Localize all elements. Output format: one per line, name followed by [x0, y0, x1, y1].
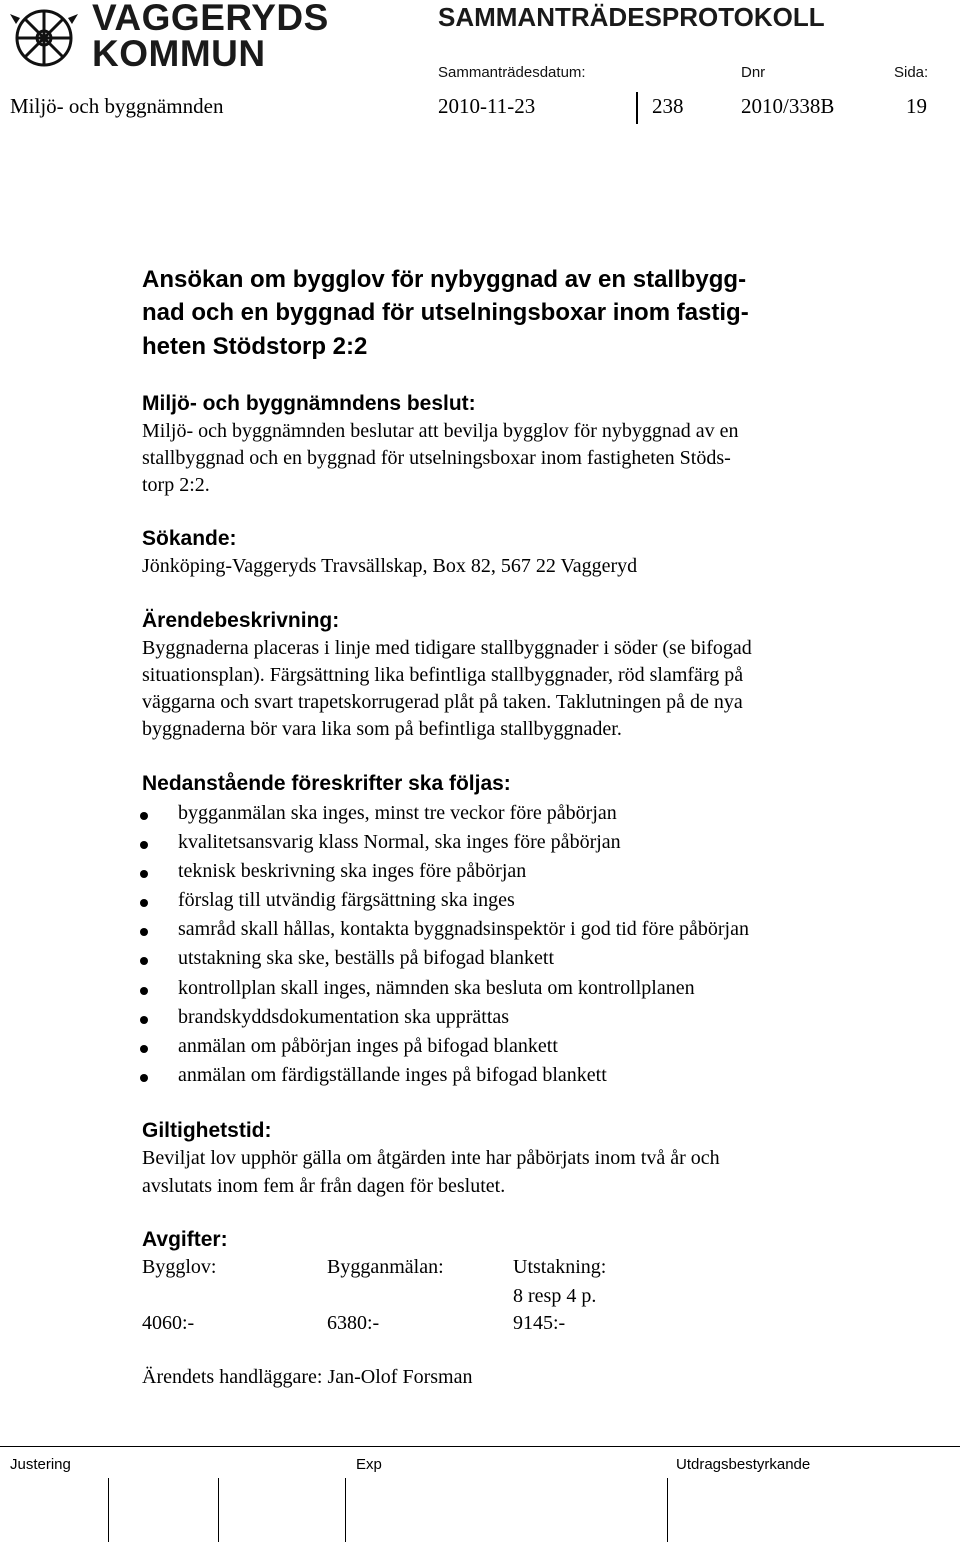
meeting-date: 2010-11-23 [438, 94, 536, 118]
validity-heading: Giltighetstid: [142, 1119, 272, 1142]
regulation-item: samråd skall hållas, kontakta byggnadsinspektör i god tid före påbörjan [178, 918, 749, 940]
decision-line-3: torp 2:2. [142, 474, 210, 496]
paragraph-marker [636, 92, 638, 124]
fee-utstakning-value: 9145:- [513, 1312, 566, 1334]
decision-line-1: Miljö- och byggnämnden beslutar att bevilja bygglov för nybyggnad av en [142, 420, 739, 442]
bullet-icon [140, 899, 148, 907]
bullet-icon [140, 1074, 148, 1082]
description-heading: Ärendebeskrivning: [142, 609, 340, 632]
document-type: SAMMANTRÄDESPROTOKOLL [438, 2, 825, 32]
bullet-icon [140, 957, 148, 965]
fee-bygglov-label: Bygglov: [142, 1256, 217, 1278]
page-number: 19 [906, 94, 927, 118]
validity-line-2: avslutats inom fem år från dagen för beslutet. [142, 1175, 506, 1197]
page-label: Sida: [894, 64, 929, 81]
regulation-item: förslag till utvändig färgsättning ska inges [178, 889, 515, 911]
bullet-icon [140, 1016, 148, 1024]
bullet-icon [140, 812, 148, 820]
dnr-label: Dnr [741, 64, 766, 81]
applicant-text: Jönköping-Vaggeryds Travsällskap, Box 82, 567 22 Vaggeryd [142, 555, 638, 577]
logo-line-1: VAGGERYDS [92, 0, 329, 38]
bullet-icon [140, 928, 148, 936]
regulation-item: anmälan om färdigställande inges på bifogad blankett [178, 1064, 607, 1086]
regulation-item: teknisk beskrivning ska inges före påbörjan [178, 860, 527, 882]
footer-utdrag-label: Utdragsbestyrkande [676, 1456, 811, 1473]
fee-utstakning-note: 8 resp 4 p. [513, 1285, 597, 1307]
signature-field-divider [667, 1478, 668, 1542]
regulation-item: kontrollplan skall inges, nämnden ska besluta om kontrollplanen [178, 977, 695, 999]
description-line-3: väggarna och svart trapetskorrugerad plåt på taken. Taklutningen på de nya [142, 691, 743, 713]
applicant-heading: Sökande: [142, 527, 237, 550]
bullet-icon [140, 870, 148, 878]
municipality-logo-emblem [6, 4, 82, 72]
regulation-item: anmälan om påbörjan inges på bifogad blankett [178, 1035, 558, 1057]
case-handler: Ärendets handläggare: Jan-Olof Forsman [142, 1366, 473, 1388]
title-line-3: heten Stödstorp 2:2 [142, 333, 368, 360]
bullet-icon [140, 841, 148, 849]
fees-heading: Avgifter: [142, 1228, 228, 1251]
logo-line-2: KOMMUN [92, 33, 266, 74]
fee-bygganmalan-value: 6380:- [327, 1312, 380, 1334]
decision-line-2: stallbyggnad och en byggnad för utselningsboxar inom fastigheten Stöds- [142, 447, 731, 469]
regulation-item: bygganmälan ska inges, minst tre veckor före påbörjan [178, 802, 617, 824]
municipality-logo-text [92, 0, 329, 72]
description-line-2: situationsplan). Färgsättning lika befintliga stallbyggnader, röd slamfärg på [142, 664, 744, 686]
footer-divider [0, 1446, 960, 1447]
regulations-heading: Nedanstående föreskrifter ska följas: [142, 772, 511, 795]
fee-utstakning-label: Utstakning: [513, 1256, 607, 1278]
diary-number: 2010/338B [741, 94, 835, 118]
signature-field-divider [345, 1478, 346, 1542]
bullet-icon [140, 1045, 148, 1053]
committee-name: Miljö- och byggnämnden [10, 94, 224, 118]
signature-field-divider [108, 1478, 109, 1542]
date-label: Sammanträdesdatum: [438, 64, 586, 81]
footer-justering-label: Justering [10, 1456, 71, 1473]
bullet-icon [140, 987, 148, 995]
description-line-1: Byggnaderna placeras i linje med tidigare stallbyggnader i söder (se bifogad [142, 637, 752, 659]
title-line-2: nad och en byggnad för utselningsboxar inom fastig- [142, 299, 749, 326]
fee-bygglov-value: 4060:- [142, 1312, 195, 1334]
fee-bygganmalan-label: Bygganmälan: [327, 1256, 444, 1278]
validity-line-1: Beviljat lov upphör gälla om åtgärden inte har påbörjats inom två år och [142, 1147, 720, 1169]
regulation-item: kvalitetsansvarig klass Normal, ska inges före påbörjan [178, 831, 621, 853]
description-line-4: byggnaderna bör vara lika som på befintliga stallbyggnader. [142, 718, 622, 740]
title-line-1: Ansökan om bygglov för nybyggnad av en stallbygg- [142, 266, 747, 293]
regulation-item: utstakning ska ske, beställs på bifogad blankett [178, 947, 555, 969]
regulation-item: brandskyddsdokumentation ska upprättas [178, 1006, 510, 1028]
decision-heading: Miljö- och byggnämndens beslut: [142, 392, 476, 415]
paragraph-number: 238 [652, 94, 684, 118]
signature-field-divider [218, 1478, 219, 1542]
footer-exp-label: Exp [356, 1456, 382, 1473]
